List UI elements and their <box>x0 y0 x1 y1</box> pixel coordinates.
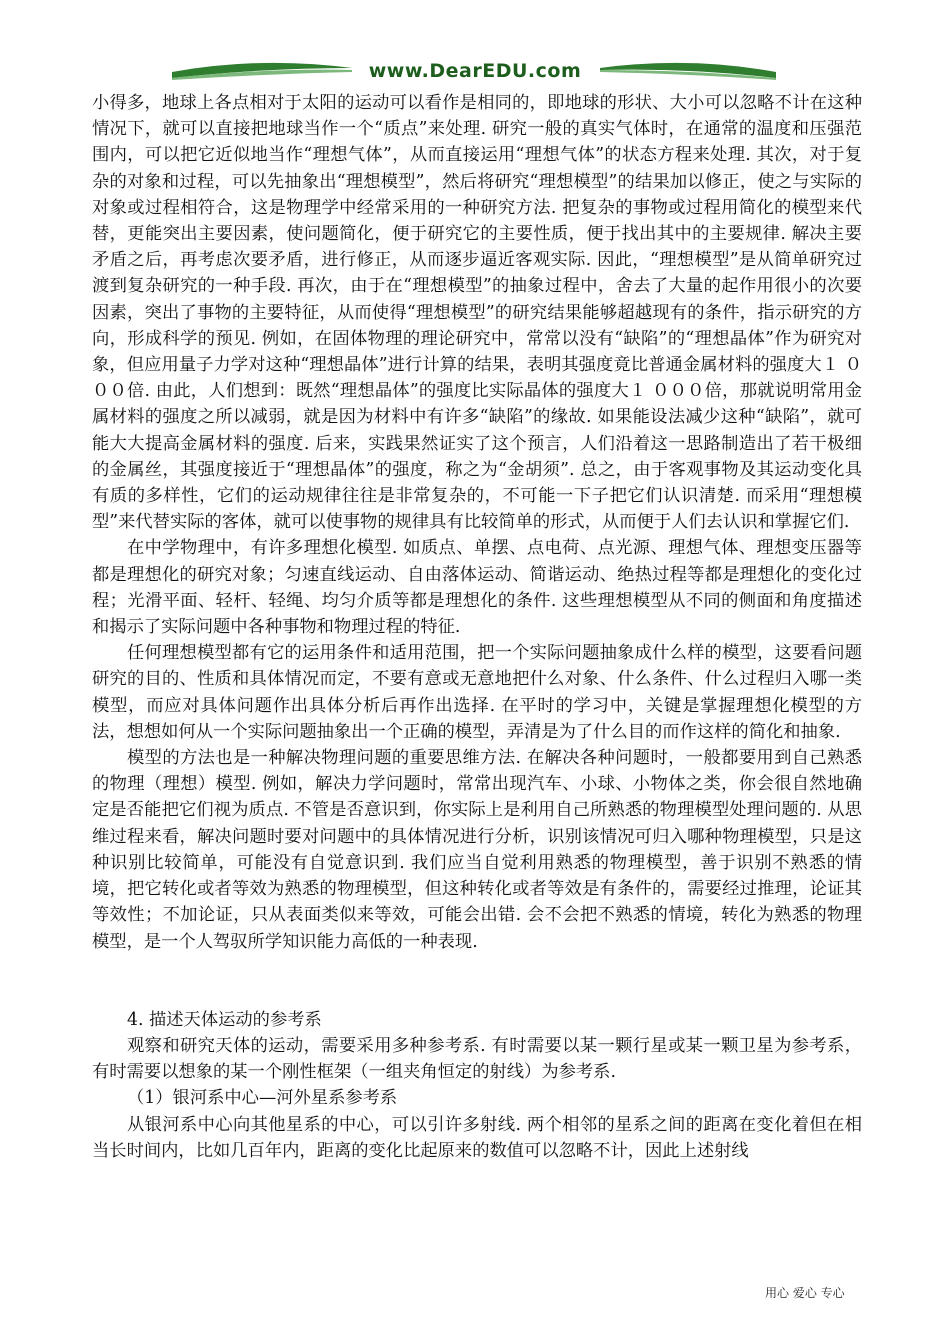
document-page <box>92 90 862 1164</box>
subsection-heading: （1）银河系中心—河外星系参考系 <box>127 1088 398 1109</box>
section-intro-paragraph: 观察和研究天体的运动，需要采用多种参考系. 有时需要以某一颗行星或某一颗卫星为参考系，有时需要以想象的某一个刚性框架（一组夹角恒定的射线）为参考系. <box>92 1035 862 1083</box>
section-spacer <box>92 955 862 1007</box>
paragraph-model-applicability: 任何理想模型都有它的运用条件和适用范围，把一个实际问题抽象成什么样的模型，这要看问题研究的目的、性质和具体情况而定，不要有意或无意地把什么对象、什么条件、什么过程归入哪一类模型，而应对具体问题作出具体分析后再作出选择. 在平时的学习中，关键是掌握理想化模型的方法，想想如何从一个实际问题抽象出一个正确的模型，弄清是为了什么目的而作这样的简化和抽象. <box>92 643 862 742</box>
paragraph-ideal-models-in-physics: 在中学物理中，有许多理想化模型. 如质点、单摆、点电荷、点光源、理想气体、理想变压器等都是理想化的研究对象；匀速直线运动、自由落体运动、简谐运动、绝热过程等都是理想化的变化过程；光滑平面、轻杆、轻绳、均匀介质等都是理想化的条件. 这些理想模型从不同的侧面和角度描述和揭示了实际问题中各种事物和物理过程的特征. <box>92 538 862 638</box>
section-heading: 4. 描述天体运动的参考系 <box>127 1009 322 1030</box>
footer-slogan: 用心 爱心 专心 <box>765 1286 845 1300</box>
paragraph-model-method: 模型的方法也是一种解决物理问题的重要思维方法. 在解决各种问题时，一般都要用到自己熟悉的物理（理想）模型. 例如，解决力学问题时，常常出现汽车、小球、小物体之类，你会很自然地确定是否能把它们视为质点. 不管是否意识到，你实际上是利用自己所熟悉的物理模型处理问题的. 从思维过程来看，解决问题时要对问题中的具体情况进行分析，识别该情况可归入哪种物理模型，只是这种识别比较简单，可能没有自觉意识到. 我们应当自觉利用熟悉的物理模型，善于识别不熟悉的情境，把它转化或者等效为熟悉的物理模型，但这种转化或者等效是有条件的，需要经过推理，论证其等效性；不加论证，只从表面类似来等效，可能会出错. 会不会把不熟悉的情境，转化为熟悉的物理模型，是一个人驾驭所学知识能力高低的一种表现. <box>92 748 862 952</box>
site-url-logo-text: www.DearEDU.com <box>368 60 582 82</box>
subsection-paragraph: 从银河系中心向其他星系的中心，可以引许多射线. 两个相邻的星系之间的距离在变化着但在相当长时间内，比如几百年内，距离的变化比起原来的数值可以忽略不计，因此上述射线 <box>92 1114 862 1161</box>
paragraph-ideal-model-continuation: 小得多，地球上各点相对于太阳的运动可以看作是相同的，即地球的形状、大小可以忽略不计在这种情况下，就可以直接把地球当作一个“质点”来处理. 研究一般的真实气体时，在通常的温度和压强范围内，可以把它近似地当作“理想气体”，从而直接运用“理想气体”的状态方程来处理. 其次，对于复杂的对象和过程，可以先抽象出“理想模型”，然后将研究“理想模型”的结果加以修正，使之与实际的对象或过程相符合，这是物理学中经常采用的一种研究方法. 把复杂的事物或过程用简化的模型来代替，更能突出主要因素，使问题简化，便于研究它的主要性质，便于找出其中的主要规律. 解决主要矛盾之后，再考虑次要矛盾，进行修正，从而逐步逼近客观实际. 因此，“理想模型”是从简单研究过渡到复杂研究的一种手段. 再次，由于在“理想模型”的抽象过程中，舍去了大量的起作用很小的次要因素，突出了事物的主要特征，从而使得“理想模型”的研究结果能够超越现有的条件，指示研究的方向，形成科学的预见. 例如，在固体物理的理论研究中，常常以没有“缺陷”的“理想晶体”作为研究对象，但应用量子力学对这种“理想晶体”进行计算的结果，表明其强度竟比普通金属材料的强度大１ ０００倍. 由此，人们想到：既然“理想晶体”的强度比实际晶体的强度大１ ０００倍，那就说明常用金属材料的强度之所以减弱，就是因为材料中有许多“缺陷”的缘故. 如果能设法减少这种“缺陷”，就可能大大提高金属材料的强度. 后来，实践果然证实了这个预言，人们沿着这一思路制造出了若干极细的金属丝，其强度接近于“理想晶体”的强度，称之为“金胡须”. 总之，由于客观事物及其运动变化具有质的多样性，它们的运动规律往往是非常复杂的，不可能一下子把它们认识清楚. 而采用“理想模型”来代替实际的客体，就可以使事物的规律具有比较简单的形式，从而便于人们去认识和掌握它们. <box>92 93 862 533</box>
site-header-banner <box>0 48 950 94</box>
